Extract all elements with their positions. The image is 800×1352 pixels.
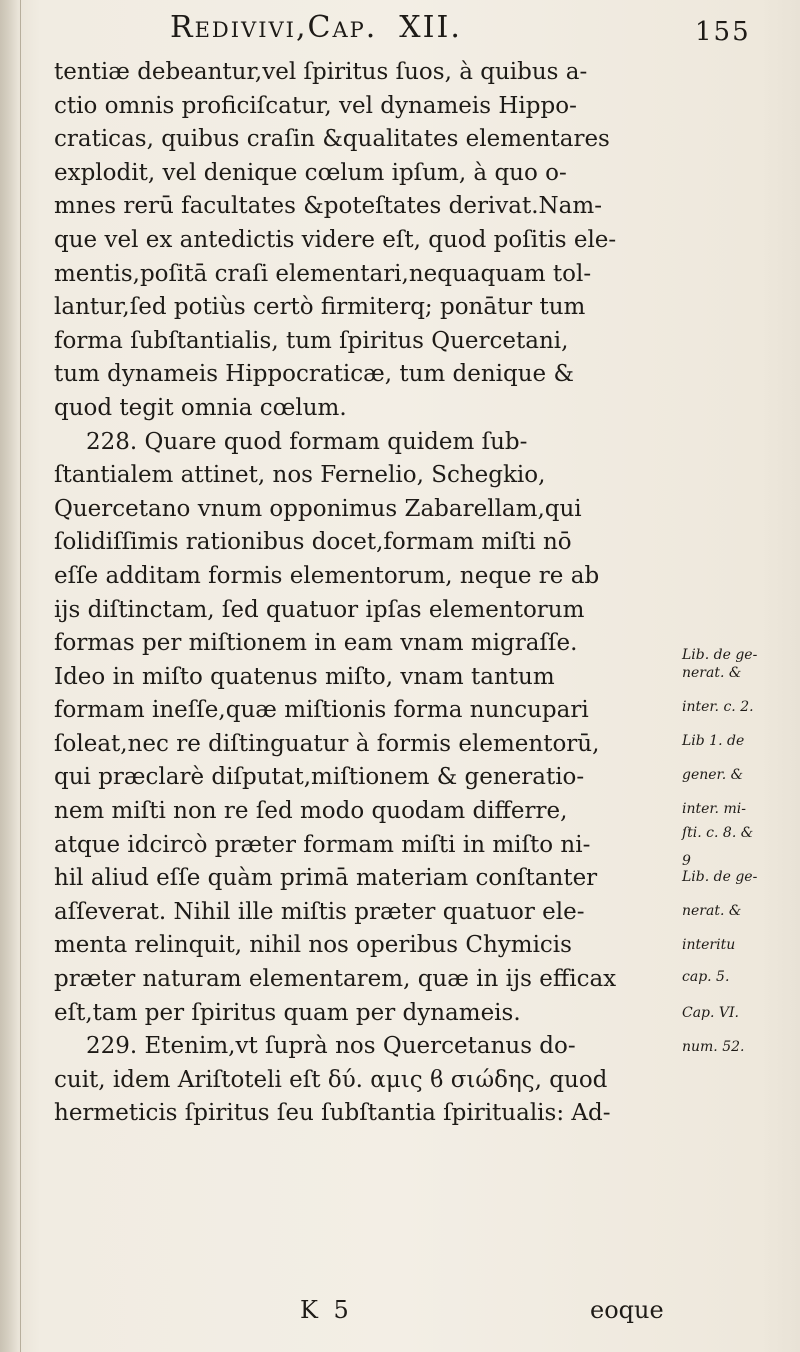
text-line: tentiæ debeantur,vel ſpiritus ſuos, à quibus a- <box>54 59 588 85</box>
margin-note-line: ſti. c. 8. & <box>682 825 754 841</box>
text-line: ſoleat,nec re diſtinguatur à formis elementorū, <box>54 730 600 757</box>
catchword: eoque <box>590 1296 664 1324</box>
text-line: cuit, idem Ariſtoteli eſt δύ. αμις ϐ σιώδης, quod <box>54 1066 608 1093</box>
margin-note-line: Lib. de ge- <box>682 647 758 663</box>
margin-note-line: gener. & <box>682 767 744 783</box>
text-line: craticas, quibus craſin &qualitates elementares <box>54 126 610 153</box>
binding-shadow <box>0 0 18 1352</box>
text-line: mentis,poſitā craſi elementari,nequaquam tol- <box>54 260 592 287</box>
text-line: formam ineſſe,quæ miſtionis forma nuncupari <box>54 697 589 724</box>
margin-note-line: Lib. de ge- <box>682 869 758 885</box>
text-line: qui præclarè diſputat,miſtionem & generatio- <box>54 764 585 791</box>
running-title: Redivivi,Cap. <box>170 10 378 45</box>
binding-edge <box>20 0 21 1352</box>
text-line: præter naturam elementarem, quæ in ijs efficax <box>54 966 617 993</box>
text-line: ſtantialem attinet, nos Fernelio, Schegkio, <box>54 462 546 489</box>
text-line: aſſeverat. Nihil ille miſtis præter quatuor ele- <box>54 898 585 925</box>
text-line: ijs diſtinctam, ſed quatuor ipſas elementorum <box>54 596 585 623</box>
margin-note-line: nerat. & <box>682 665 742 681</box>
text-line: tum dynameis Hippocraticæ, tum denique & <box>54 361 574 388</box>
text-line: hermeticis ſpiritus ſeu ſubſtantia ſpiritualis: Ad- <box>54 1100 611 1127</box>
text-line: nem miſti non re ſed modo quodam differre, <box>54 798 568 825</box>
text-line: Quercetano vnum opponimus Zabarellam,qui <box>54 495 582 522</box>
text-line: que vel ex antedictis videre eſt, quod poſitis ele- <box>54 226 617 253</box>
text-line: eſt,tam per ſpiritus quam per dynameis. <box>54 999 521 1026</box>
margin-note-line: nerat. & <box>682 903 742 919</box>
main-text <box>54 56 754 1131</box>
text-line: hil aliud eſſe quàm primā materiam conſtanter <box>54 865 598 892</box>
text-line: Ideo in miſto quatenus miſto, vnam tantum <box>54 663 555 690</box>
text-line: lantur,ſed potiùs certò firmiterq; ponātur tum <box>54 294 586 321</box>
margin-note-line: interitu <box>682 937 736 953</box>
text-line: ſolidiſſimis rationibus docet,formam miſti nō <box>54 529 572 556</box>
text-line: forma ſubſtantialis, tum ſpiritus Quercetani, <box>54 327 569 354</box>
text-line: quod tegit omnia cœlum. <box>54 394 347 421</box>
text-line: mnes rerū facultates &poteſtates derivat.Nam- <box>54 193 602 220</box>
text-line: atque idcircò præter formam miſti in miſto ni- <box>54 831 591 858</box>
page-number: 155 <box>695 17 751 47</box>
text-line: eſſe additam formis elementorum, neque re ab <box>54 562 600 589</box>
margin-note-line: inter. mi- <box>682 801 746 817</box>
margin-note-line: Lib 1. de <box>682 733 745 749</box>
paragraph-start: 229. Etenim,vt ſuprà nos Quercetanus do- <box>86 1033 576 1060</box>
paragraph-start: 228. Quare quod formam quidem ſub- <box>86 428 528 455</box>
signature-mark: K 5 <box>300 1296 353 1324</box>
margin-note-line: num. 52. <box>682 1039 745 1055</box>
running-head <box>170 8 751 48</box>
chapter-number: XII. <box>399 10 462 45</box>
margin-note-line: cap. 5. <box>682 969 730 985</box>
text-line: menta relinquit, nihil nos operibus Chymicis <box>54 932 572 959</box>
margin-note-line: 9 <box>682 853 691 869</box>
text-line: explodit, vel denique cœlum ipſum, à quo o- <box>54 159 567 186</box>
margin-note-line: Cap. VI. <box>682 1005 740 1021</box>
margin-note-line: inter. c. 2. <box>682 699 754 715</box>
text-line: formas per miſtionem in eam vnam migraſſe. <box>54 630 578 657</box>
text-line: ctio omnis proficiſcatur, vel dynameis Hippo- <box>54 92 577 119</box>
